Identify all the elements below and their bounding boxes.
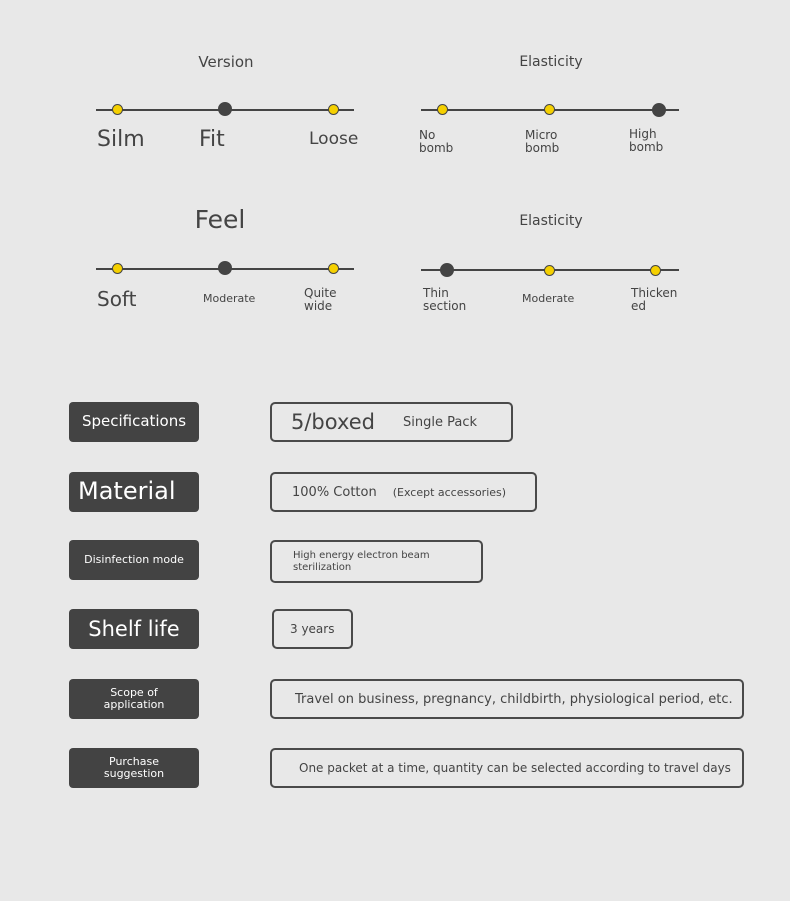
spec-value: Travel on business, pregnancy, childbirth, physiological period, etc.: [295, 691, 733, 707]
spec-key: Scope of application: [69, 679, 199, 719]
scale-dot-selected: [440, 263, 454, 277]
spec-key: Material: [69, 472, 199, 512]
scale-dot: [328, 104, 339, 115]
spec-value-box: [270, 540, 483, 583]
scale-title: Version: [198, 53, 254, 71]
scale-elasticity-2: [421, 205, 681, 325]
spec-row-specifications: [69, 402, 744, 442]
spec-value-box: [270, 679, 744, 719]
scale-dot: [544, 265, 555, 276]
scale-dot: [650, 265, 661, 276]
spec-value-box: [270, 748, 744, 788]
spec-row-scope: [69, 679, 744, 719]
spec-value-box: [270, 472, 537, 512]
spec-value-note: Single Pack: [403, 414, 477, 430]
scale-label: Thin section: [423, 286, 467, 313]
scale-dot-selected: [652, 103, 666, 117]
scale-title: Elasticity: [519, 54, 583, 70]
spec-value: 5/boxed: [291, 410, 375, 434]
spec-row-material: [69, 472, 744, 512]
scale-label: Moderate: [522, 292, 575, 305]
spec-key: Purchase suggestion: [69, 748, 199, 788]
scale-dot: [437, 104, 448, 115]
spec-value-box: [272, 609, 353, 649]
spec-key: Shelf life: [69, 609, 199, 649]
scale-dot-selected: [218, 261, 232, 275]
spec-key: Disinfection mode: [69, 540, 199, 580]
scale-feel: [96, 205, 356, 325]
scale-title: Feel: [194, 205, 246, 234]
scale-dot: [112, 104, 123, 115]
scale-label: Silm: [97, 127, 145, 152]
scale-label: Micro bomb: [525, 128, 560, 155]
spec-row-shelf-life: [69, 609, 744, 649]
scale-version: [96, 50, 359, 170]
scale-dot: [328, 263, 339, 274]
scale-label: No bomb: [419, 128, 454, 155]
spec-row-purchase: [69, 748, 744, 788]
scale-label: Soft: [97, 287, 137, 311]
scale-elasticity: [421, 50, 681, 170]
spec-row-disinfection: [69, 540, 744, 580]
scale-label: Thicken ed: [631, 286, 678, 313]
spec-key: Specifications: [69, 402, 199, 442]
spec-value-note: (Except accessories): [392, 485, 507, 499]
scale-label: Fit: [199, 127, 225, 152]
scale-label: Moderate: [203, 292, 256, 305]
spec-value: High energy electron beam sterilization: [293, 549, 430, 573]
scale-title: Elasticity: [519, 213, 583, 229]
spec-value-box: [270, 402, 513, 442]
scale-dot: [112, 263, 123, 274]
spec-value: 100% Cotton: [292, 484, 377, 500]
scale-label: High bomb: [629, 127, 664, 154]
scale-dot-selected: [218, 102, 232, 116]
scale-label: Loose: [309, 129, 359, 149]
scale-label: Quite wide: [304, 286, 337, 313]
spec-value: 3 years: [290, 622, 335, 636]
scale-dot: [544, 104, 555, 115]
spec-value: One packet at a time, quantity can be selected according to travel days: [299, 761, 731, 775]
